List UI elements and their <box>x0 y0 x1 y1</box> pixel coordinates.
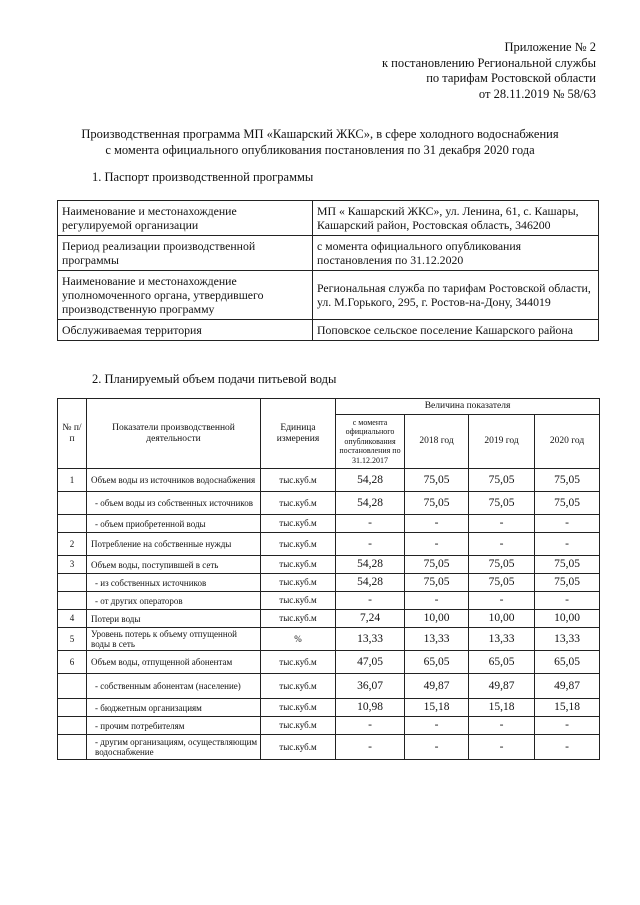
value-2018: - <box>405 735 469 760</box>
value-2019: - <box>469 717 535 735</box>
row-unit: % <box>261 628 336 651</box>
value-period-0: 54,28 <box>336 556 405 574</box>
value-2018: 10,00 <box>405 610 469 628</box>
table-row <box>58 735 600 760</box>
value-2020: 75,05 <box>535 492 600 515</box>
passport-row <box>58 271 599 320</box>
title-line: с момента официального опубликования постановления по 31 декабря 2020 года <box>105 142 535 157</box>
header-year-2018: 2018 год <box>405 415 469 469</box>
title-line: Производственная программа МП «Кашарский ЖКС», в сфере холодного водоснабжения <box>81 127 559 141</box>
row-unit: тыс.куб.м <box>261 717 336 735</box>
document-title <box>40 127 600 158</box>
row-number <box>58 492 87 515</box>
passport-label: Наименование и местонахождение уполномоченного органа, утвердившего производственную программу <box>58 271 313 320</box>
row-number: 3 <box>58 556 87 574</box>
row-unit: тыс.куб.м <box>261 515 336 533</box>
value-period-0: - <box>336 735 405 760</box>
value-2019: 13,33 <box>469 628 535 651</box>
value-period-0: 54,28 <box>336 492 405 515</box>
value-2019: 65,05 <box>469 651 535 674</box>
header-year-2019: 2019 год <box>469 415 535 469</box>
header-year-2020: 2020 год <box>535 415 600 469</box>
table-row <box>58 492 600 515</box>
value-2018: 15,18 <box>405 699 469 717</box>
appendix-line: от 28.11.2019 № 58/63 <box>478 86 596 101</box>
row-indicator: - другим организациям, осуществляющим водоснабжение <box>87 735 261 760</box>
row-indicator: - объем приобретенной воды <box>87 515 261 533</box>
value-2019: 75,05 <box>469 492 535 515</box>
row-unit: тыс.куб.м <box>261 610 336 628</box>
value-2020: 10,00 <box>535 610 600 628</box>
passport-value: Поповское сельское поселение Кашарского района <box>313 320 599 341</box>
header-num: № п/п <box>58 399 87 469</box>
passport-row <box>58 201 599 236</box>
table-row <box>58 674 600 699</box>
header-period-0: с момента официального опубликования постановления по 31.12.2017 <box>336 415 405 469</box>
row-number <box>58 592 87 610</box>
row-number: 2 <box>58 533 87 556</box>
value-period-0: 47,05 <box>336 651 405 674</box>
value-2018: 13,33 <box>405 628 469 651</box>
value-2018: 75,05 <box>405 469 469 492</box>
row-number: 1 <box>58 469 87 492</box>
value-2020: - <box>535 735 600 760</box>
value-2020: - <box>535 717 600 735</box>
value-2019: 15,18 <box>469 699 535 717</box>
passport-row <box>58 236 599 271</box>
passport-value: Региональная служба по тарифам Ростовской области, ул. М.Горького, 295, г. Ростов-на-Дону, 344019 <box>313 271 599 320</box>
row-indicator: Уровень потерь к объему отпущенной воды в сеть <box>87 628 261 651</box>
passport-value: с момента официального опубликования постановления по 31.12.2020 <box>313 236 599 271</box>
row-unit: тыс.куб.м <box>261 651 336 674</box>
row-indicator: Объем воды из источников водоснабжения <box>87 469 261 492</box>
row-number <box>58 699 87 717</box>
value-period-0: 7,24 <box>336 610 405 628</box>
value-2020: 15,18 <box>535 699 600 717</box>
passport-label: Наименование и местонахождение регулируемой организации <box>58 201 313 236</box>
row-indicator: - из собственных источников <box>87 574 261 592</box>
value-2018: - <box>405 533 469 556</box>
row-indicator: Объем воды, поступившей в сеть <box>87 556 261 574</box>
value-2020: 75,05 <box>535 469 600 492</box>
table-row <box>58 699 600 717</box>
value-2020: 13,33 <box>535 628 600 651</box>
table-row <box>58 533 600 556</box>
value-period-0: 10,98 <box>336 699 405 717</box>
row-unit: тыс.куб.м <box>261 735 336 760</box>
section-heading-volume: 2. Планируемый объем подачи питьевой воды <box>92 372 337 386</box>
table-row <box>58 651 600 674</box>
value-period-0: 13,33 <box>336 628 405 651</box>
row-indicator: - прочим потребителям <box>87 717 261 735</box>
value-period-0: - <box>336 515 405 533</box>
section-heading-passport: 1. Паспорт производственной программы <box>92 170 314 184</box>
header-unit: Единица измерения <box>261 399 336 469</box>
value-2020: 75,05 <box>535 574 600 592</box>
value-period-0: - <box>336 592 405 610</box>
value-2019: 49,87 <box>469 674 535 699</box>
value-2018: - <box>405 592 469 610</box>
appendix-line: к постановлению Региональной службы <box>381 55 596 70</box>
value-2020: 49,87 <box>535 674 600 699</box>
value-2018: 65,05 <box>405 651 469 674</box>
value-period-0: 36,07 <box>336 674 405 699</box>
row-unit: тыс.куб.м <box>261 592 336 610</box>
table-row <box>58 610 600 628</box>
appendix-block <box>382 40 596 102</box>
water-volume-table <box>57 398 600 760</box>
value-2018: 75,05 <box>405 556 469 574</box>
appendix-line: по тарифам Ростовской области <box>426 71 596 85</box>
value-2020: - <box>535 533 600 556</box>
table-row <box>58 515 600 533</box>
value-2019: - <box>469 592 535 610</box>
row-number: 4 <box>58 610 87 628</box>
value-2020: 65,05 <box>535 651 600 674</box>
table-row <box>58 574 600 592</box>
table-row <box>58 556 600 574</box>
row-number: 5 <box>58 628 87 651</box>
row-unit: тыс.куб.м <box>261 699 336 717</box>
row-number <box>58 717 87 735</box>
passport-table <box>57 200 599 341</box>
header-indicator: Показатели производственной деятельности <box>87 399 261 469</box>
value-2018: 49,87 <box>405 674 469 699</box>
value-2020: - <box>535 592 600 610</box>
row-number <box>58 574 87 592</box>
row-unit: тыс.куб.м <box>261 469 336 492</box>
row-unit: тыс.куб.м <box>261 574 336 592</box>
value-2019: 75,05 <box>469 556 535 574</box>
value-2019: - <box>469 515 535 533</box>
value-period-0: - <box>336 717 405 735</box>
table-row <box>58 717 600 735</box>
value-2019: - <box>469 533 535 556</box>
row-indicator: Объем воды, отпущенной абонентам <box>87 651 261 674</box>
passport-label: Период реализации производственной программы <box>58 236 313 271</box>
table-row <box>58 592 600 610</box>
row-indicator: - объем воды из собственных источников <box>87 492 261 515</box>
passport-row <box>58 320 599 341</box>
value-2020: 75,05 <box>535 556 600 574</box>
row-unit: тыс.куб.м <box>261 556 336 574</box>
value-period-0: 54,28 <box>336 469 405 492</box>
value-2020: - <box>535 515 600 533</box>
value-2019: 75,05 <box>469 469 535 492</box>
value-2019: - <box>469 735 535 760</box>
row-unit: тыс.куб.м <box>261 492 336 515</box>
row-unit: тыс.куб.м <box>261 674 336 699</box>
value-2018: 75,05 <box>405 574 469 592</box>
row-indicator: - бюджетным организациям <box>87 699 261 717</box>
passport-value: МП « Кашарский ЖКС», ул. Ленина, 61, с. Кашары, Кашарский район, Ростовская область, 346200 <box>313 201 599 236</box>
row-indicator: Потери воды <box>87 610 261 628</box>
appendix-line: Приложение № 2 <box>504 40 596 54</box>
row-indicator: - собственным абонентам (население) <box>87 674 261 699</box>
row-number <box>58 735 87 760</box>
value-2018: 75,05 <box>405 492 469 515</box>
row-unit: тыс.куб.м <box>261 533 336 556</box>
value-2018: - <box>405 515 469 533</box>
row-indicator: - от других операторов <box>87 592 261 610</box>
passport-label: Обслуживаемая территория <box>58 320 313 341</box>
row-number: 6 <box>58 651 87 674</box>
value-period-0: 54,28 <box>336 574 405 592</box>
header-value-group: Величина показателя <box>336 399 600 415</box>
row-indicator: Потребление на собственные нужды <box>87 533 261 556</box>
row-number <box>58 515 87 533</box>
value-2018: - <box>405 717 469 735</box>
value-period-0: - <box>336 533 405 556</box>
row-number <box>58 674 87 699</box>
value-2019: 10,00 <box>469 610 535 628</box>
table-row <box>58 628 600 651</box>
table-row <box>58 469 600 492</box>
value-2019: 75,05 <box>469 574 535 592</box>
